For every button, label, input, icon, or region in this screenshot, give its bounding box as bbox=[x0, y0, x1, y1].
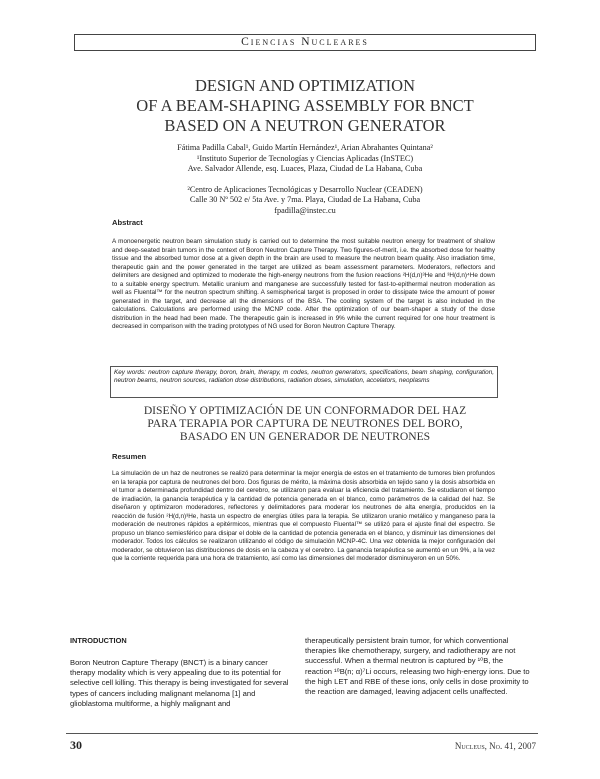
resumen-body: La simulación de un haz de neutrones se realizó para determinar la mejor energía de estos en el tratamiento de tumores bien profundos en la terapia por captura de neutrones del boro. Dos figuras de mérito, la máxima dosis absorbida en tejido sano y la dosis absorbida en el tumor a determinada profundidad dentro del cerebro, se utilizaron para evaluar la eficiencia del tratamiento. Se estudiaron el tiempo de irradiación, la ganancia terapéutica y la cantidad de potencia generada en el blanco, como parámetros de la calidad del haz. Se diseñaron y optimizaron moderadores, reflectores y delimitadores para moderar los neutrones de alta energía, producidos en la reacción de fusión ²H(d,n)³He, hasta un espectro de energías útiles para la terapia. Se utilizaron uranio metálico y manganeso para la moderación de neutrones rápidos a epitérmicos, mientras que el compuesto Fluental™ se utilizó para el ajuste final del espectro. Se propuso un blanco semiesférico para disipar el doble de la cantidad de potencia generada en el blanco, y disminuir las dimensiones del moderador. Todos los cálculos se realizaron utilizando el código de simulación MCNP-4C. Una vez obtenida la mejor configuración del moderador, se obtuvieron las distribuciones de dosis en la cabeza y el cerebro. La ganancia terapéutica se aumentó en un 9%, a la vez que la corriente requerida para una hora de tratamiento, así como las dimensiones del moderador disminuyeron en un 50%. bbox=[112, 470, 495, 563]
resumen-heading: Resumen bbox=[112, 452, 147, 461]
keywords-box: Key words: neutron capture therapy, boron, brain, therapy, m codes, neutron generators, specifications, beam shaping, configuration, neutron beams, neutron sources, radiation dose distributions, radiation doses, simulation, accelators, neoplasms bbox=[110, 366, 498, 398]
affiliation-1-name: ¹Instituto Superior de Tecnologías y Ciencias Aplicadas (InSTEC) bbox=[196, 153, 414, 163]
introduction-right-column bbox=[305, 636, 530, 697]
affiliation-2-name: ²Centro de Aplicaciones Tecnológicas y Desarrollo Nuclear (CEADEN) bbox=[187, 184, 423, 194]
spanish-title bbox=[90, 404, 520, 443]
introduction-text-left: Boron Neutron Capture Therapy (BNCT) is a binary cancer therapy modality which is very appealing due to its potential for selective cell killing. This therapy is being investigated for several types of cancers including malignant melanoma [1] and glioblastoma multiforme, a highly malignant and bbox=[70, 658, 289, 708]
page-number: 30 bbox=[70, 738, 82, 752]
author-names: Fátima Padilla Cabal¹, Guido Martín Hernández¹, Arian Abrahantes Quintana² bbox=[177, 143, 433, 152]
paper-title-line: BASED ON A NEUTRON GENERATOR bbox=[164, 116, 446, 135]
footer-journal-issue: Nucleus, No. 41, 2007 bbox=[454, 741, 536, 751]
affiliation-2-address: Calle 30 Nº 502 e/ 5ta Ave. y 7ma. Playa, Ciudad de La Habana, Cuba bbox=[189, 195, 421, 204]
introduction-heading: INTRODUCTION bbox=[70, 636, 127, 645]
abstract-heading: Abstract bbox=[112, 218, 143, 227]
journal-section-header: Ciencias Nucleares bbox=[74, 34, 536, 51]
introduction-left-column bbox=[70, 636, 295, 709]
spanish-title-line: PARA TERAPIA POR CAPTURA DE NEUTRONES DEL BORO, bbox=[147, 417, 463, 430]
paper-title-line: OF A BEAM-SHAPING ASSEMBLY FOR BNCT bbox=[136, 96, 474, 115]
introduction-text-right: therapeutically persistent brain tumor, for which conventional therapies like chemotherapy, surgery, and radiotherapy are not successful. When a thermal neutron is captured by ¹⁰B, the reaction ¹⁰B(n; α)⁷Li occurs, releasing two high-energy ions. Due to the high LET and RBE of these ions, only cells in dose proximity to the reaction are damaged, leaving adjacent cells unaffected. bbox=[305, 636, 530, 697]
authors-block bbox=[120, 143, 490, 216]
spanish-title-line: DISEÑO Y OPTIMIZACIÓN DE UN CONFORMADOR DEL HAZ bbox=[143, 404, 467, 417]
affiliation-1-address: Ave. Salvador Allende, esq. Luaces, Plaza, Ciudad de La Habana, Cuba bbox=[187, 164, 423, 173]
footer-divider bbox=[66, 733, 538, 734]
author-email: fpadilla@instec.cu bbox=[274, 205, 336, 215]
paper-title bbox=[60, 76, 550, 136]
spanish-title-line: BASADO EN UN GENERADOR DE NEUTRONES bbox=[179, 430, 431, 443]
abstract-body: A monoenergetic neutron beam simulation study is carried out to determine the most suitable neutron energy for treatment of shallow and deep-seated brain tumors in the context of Boron Neutron Capture Therapy. Two figures-of-merit, i.e. the absorbed dose for healthy tissue and the absorbed tumor dose at a given depth in the brain are used to measure the neutron beam quality. Also irradiation time, therapeutic gain and the power generated in the target are utilized as beam assessment parameters. Moderators, reflectors and delimiters are designed and optimized to moderate the high-energy neutrons from the fusion reactions ²H(d,n)³He and ³H(d,n)⁴He down to a suitable energy spectrum. Metallic uranium and manganese are successfully tested for fast-to-epithermal neutron moderation as well as Fluental™ for the neutron spectrum shifting. A semispherical target is proposed in order to dissipate twice the amount of power generated in the target, and decrease all the dimensions of the BSA. The cooling system of the target is also included in the calculations. Calculations are performed using the MCNP code. After the optimization of our beam-shaper a study of the dose distribution in the head had been made. The therapeutic gain is increased in 9% while the current required for one hour treatment is decreased in comparison with the trading prototypes of NG used for Boron Neutron Capture Therapy. bbox=[112, 238, 495, 331]
paper-title-line: DESIGN AND OPTIMIZATION bbox=[195, 76, 415, 95]
